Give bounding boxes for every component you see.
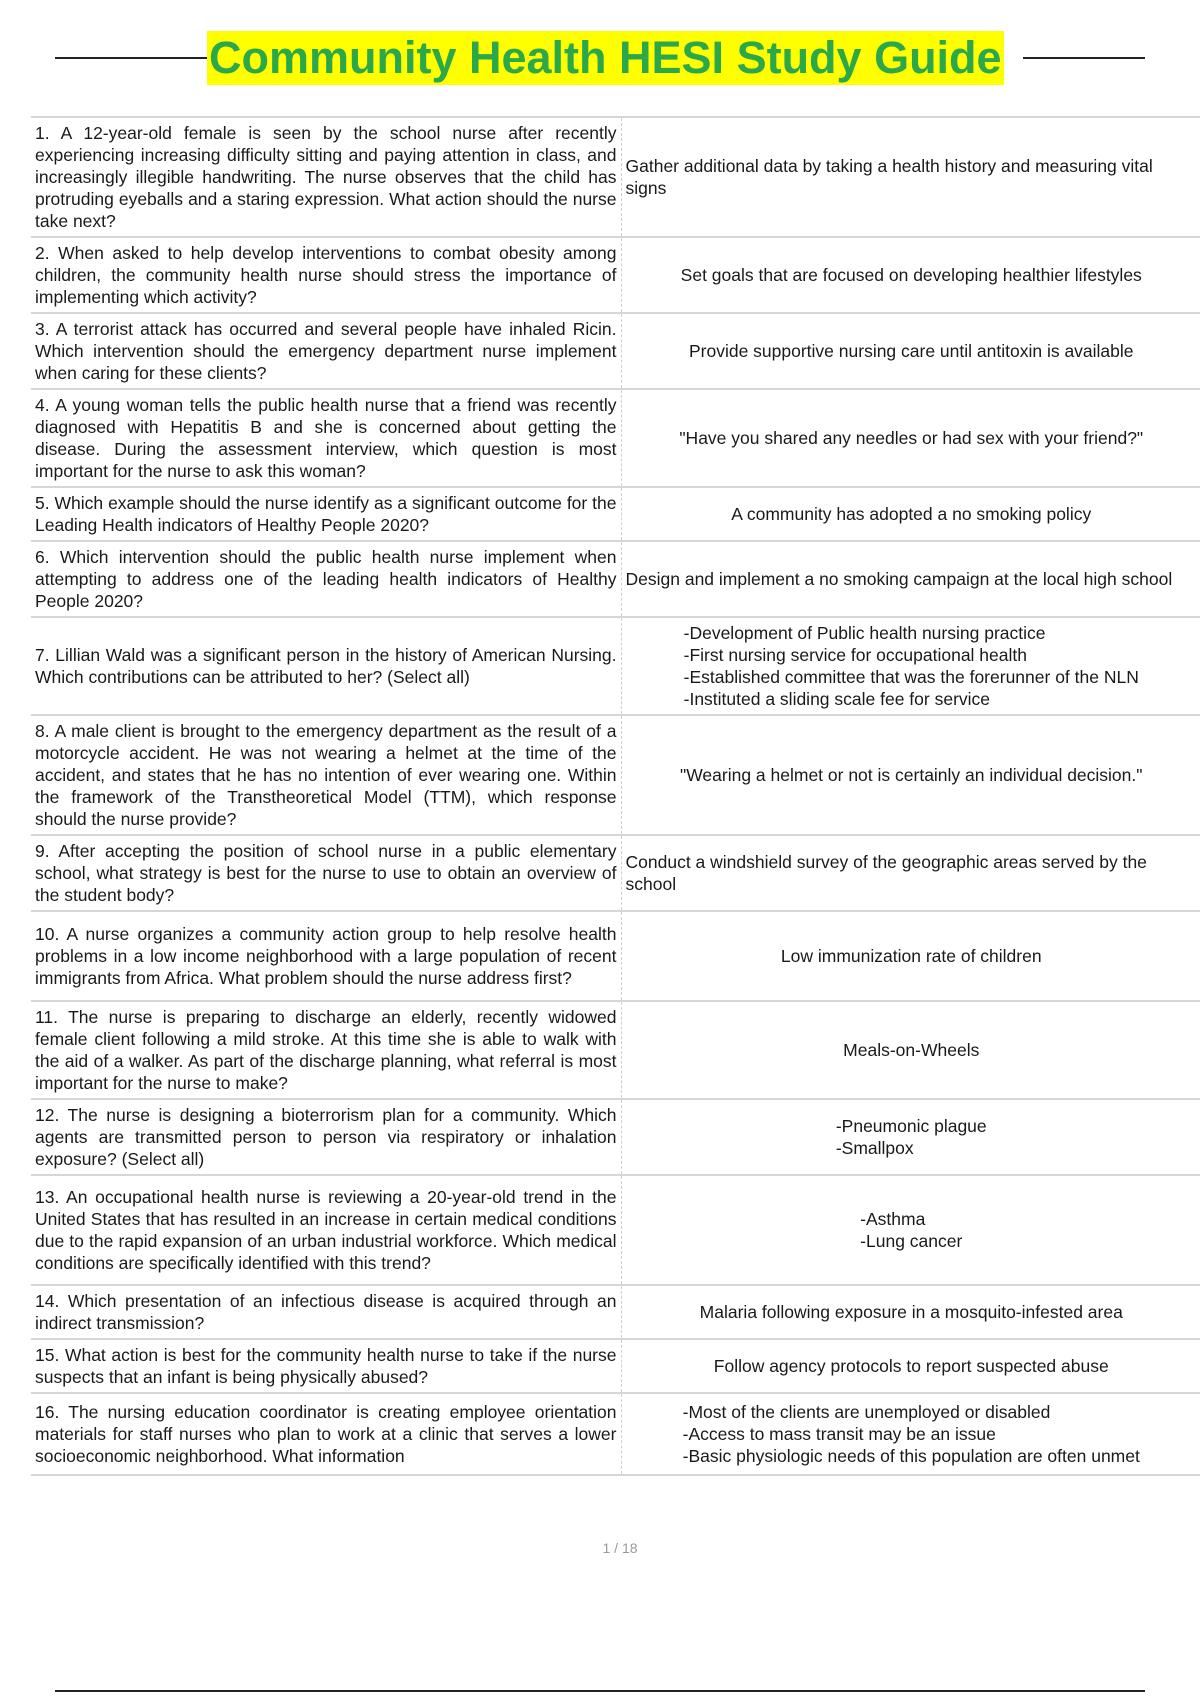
- answer-list-item: -Asthma: [860, 1209, 926, 1229]
- qa-row: [31, 1285, 1200, 1339]
- qa-row: [31, 389, 1200, 487]
- question-cell: 7. Lillian Wald was a significant person in the history of American Nursing. Which contributions can be attributed to her? (Select all): [31, 617, 621, 715]
- question-cell: 1. A 12-year-old female is seen by the school nurse after recently experiencing increasing difficulty sitting and paying attention in class, and increasingly illegible handwriting. The nurse observes that the child has protruding eyeballs and a staring expression. What action should the nurse take next?: [31, 117, 621, 237]
- answer-cell: [621, 117, 1200, 237]
- bottom-rule: [55, 1690, 1145, 1692]
- answer-cell: [621, 1175, 1200, 1285]
- answer-text: Meals-on-Wheels: [843, 1040, 980, 1060]
- answer-text: Conduct a windshield survey of the geographic areas served by the school: [625, 852, 1147, 894]
- answer-cell: [621, 911, 1200, 1001]
- answer-list: [683, 1401, 1140, 1467]
- answer-list-item: -Pneumonic plague: [835, 1116, 987, 1136]
- qa-row: [31, 617, 1200, 715]
- answer-cell: [621, 1001, 1200, 1099]
- answer-list: [684, 622, 1139, 710]
- answer-cell: [621, 835, 1200, 911]
- answer-list-item: -Most of the clients are unemployed or disabled: [682, 1402, 1051, 1422]
- question-cell: 2. When asked to help develop interventions to combat obesity among children, the community health nurse should stress the importance of implementing which activity?: [31, 237, 621, 313]
- answer-cell: [621, 1393, 1200, 1475]
- answer-list-item: -Established committee that was the forerunner of the NLN: [683, 667, 1139, 687]
- answer-list-item: -Development of Public health nursing practice: [683, 623, 1046, 643]
- question-cell: 5. Which example should the nurse identify as a significant outcome for the Leading Health indicators of Healthy People 2020?: [31, 487, 621, 541]
- answer-list: [860, 1208, 962, 1252]
- qa-row: [31, 1175, 1200, 1285]
- answer-list-item: -Smallpox: [835, 1138, 914, 1158]
- answer-list: [836, 1115, 987, 1159]
- qa-row: [31, 117, 1200, 237]
- answer-text: "Wearing a helmet or not is certainly an individual decision.": [680, 765, 1143, 785]
- answer-cell: [621, 1099, 1200, 1175]
- qa-row: [31, 237, 1200, 313]
- question-cell: 14. Which presentation of an infectious disease is acquired through an indirect transmission?: [31, 1285, 621, 1339]
- qa-row: [31, 541, 1200, 617]
- page-number: 1 / 18: [602, 1540, 638, 1556]
- question-cell: 13. An occupational health nurse is reviewing a 20-year-old trend in the United States that has resulted in an increase in certain medical conditions due to the rapid expansion of an urban industrial workforce. Which medical conditions are specifically identified with this trend?: [31, 1175, 621, 1285]
- answer-text: Follow agency protocols to report suspected abuse: [713, 1356, 1109, 1376]
- question-cell: 6. Which intervention should the public health nurse implement when attempting to address one of the leading health indicators of Healthy People 2020?: [31, 541, 621, 617]
- answer-list-item: -Lung cancer: [860, 1231, 963, 1251]
- title-bar: [55, 28, 1145, 88]
- qa-row: [31, 313, 1200, 389]
- question-cell: 16. The nursing education coordinator is creating employee orientation materials for staff nurses who plan to work at a clinic that serves a lower socioeconomic neighborhood. What information: [31, 1393, 621, 1475]
- qa-row: [31, 715, 1200, 835]
- answer-cell: [621, 1339, 1200, 1393]
- qa-row: [31, 1339, 1200, 1393]
- answer-text: "Have you shared any needles or had sex with your friend?": [679, 428, 1144, 448]
- answer-text: Set goals that are focused on developing healthier lifestyles: [680, 265, 1142, 285]
- qa-row: [31, 1001, 1200, 1099]
- question-cell: 4. A young woman tells the public health nurse that a friend was recently diagnosed with Hepatitis B and she is concerned about getting the disease. During the assessment interview, which question is most important for the nurse to ask this woman?: [31, 389, 621, 487]
- qa-table: [31, 116, 1200, 1476]
- answer-cell: [621, 487, 1200, 541]
- answer-list-item: -Access to mass transit may be an issue: [682, 1424, 996, 1444]
- answer-cell: [621, 1285, 1200, 1339]
- answer-cell: [621, 541, 1200, 617]
- title-rule-right: [1023, 57, 1145, 59]
- qa-row: [31, 1099, 1200, 1175]
- question-cell: 9. After accepting the position of school nurse in a public elementary school, what strategy is best for the nurse to use to obtain an overview of the student body?: [31, 835, 621, 911]
- answer-text: Provide supportive nursing care until antitoxin is available: [688, 341, 1134, 361]
- answer-text: Gather additional data by taking a health history and measuring vital signs: [625, 156, 1153, 198]
- answer-list-item: -Instituted a sliding scale fee for service: [683, 689, 991, 709]
- question-cell: 15. What action is best for the community health nurse to take if the nurse suspects that an infant is being physically abused?: [31, 1339, 621, 1393]
- qa-row: [31, 911, 1200, 1001]
- answer-text: A community has adopted a no smoking policy: [731, 504, 1092, 524]
- question-cell: 3. A terrorist attack has occurred and several people have inhaled Ricin. Which intervention should the emergency department nurse implement when caring for these clients?: [31, 313, 621, 389]
- question-cell: 11. The nurse is preparing to discharge an elderly, recently widowed female client following a mild stroke. At this time she is able to walk with the aid of a walker. As part of the discharge planning, what referral is most important for the nurse to make?: [31, 1001, 621, 1099]
- answer-cell: [621, 313, 1200, 389]
- title-rule-left: [55, 57, 210, 59]
- answer-text: Malaria following exposure in a mosquito-infested area: [699, 1302, 1123, 1322]
- answer-text: Design and implement a no smoking campaign at the local high school: [625, 569, 1173, 589]
- question-cell: 12. The nurse is designing a bioterrorism plan for a community. Which agents are transmitted person to person via respiratory or inhalation exposure? (Select all): [31, 1099, 621, 1175]
- answer-cell: [621, 389, 1200, 487]
- question-cell: 8. A male client is brought to the emergency department as the result of a motorcycle accident. He was not wearing a helmet at the time of the accident, and states that he has no intention of ever wearing one. Within the framework of the Transtheoretical Model (TTM), which response should the nurse provide?: [31, 715, 621, 835]
- question-cell: 10. A nurse organizes a community action group to help resolve health problems in a low income neighborhood with a large population of recent immigrants from Africa. What problem should the nurse address first?: [31, 911, 621, 1001]
- qa-row: [31, 487, 1200, 541]
- qa-row: [31, 1393, 1200, 1475]
- answer-cell: [621, 237, 1200, 313]
- qa-row: [31, 835, 1200, 911]
- answer-text: Low immunization rate of children: [780, 946, 1042, 966]
- answer-list-item: -Basic physiologic needs of this population are often unmet: [682, 1446, 1140, 1466]
- answer-list-item: -First nursing service for occupational health: [683, 645, 1027, 665]
- page-title: Community Health HESI Study Guide: [209, 32, 1002, 83]
- answer-cell: [621, 617, 1200, 715]
- answer-cell: [621, 715, 1200, 835]
